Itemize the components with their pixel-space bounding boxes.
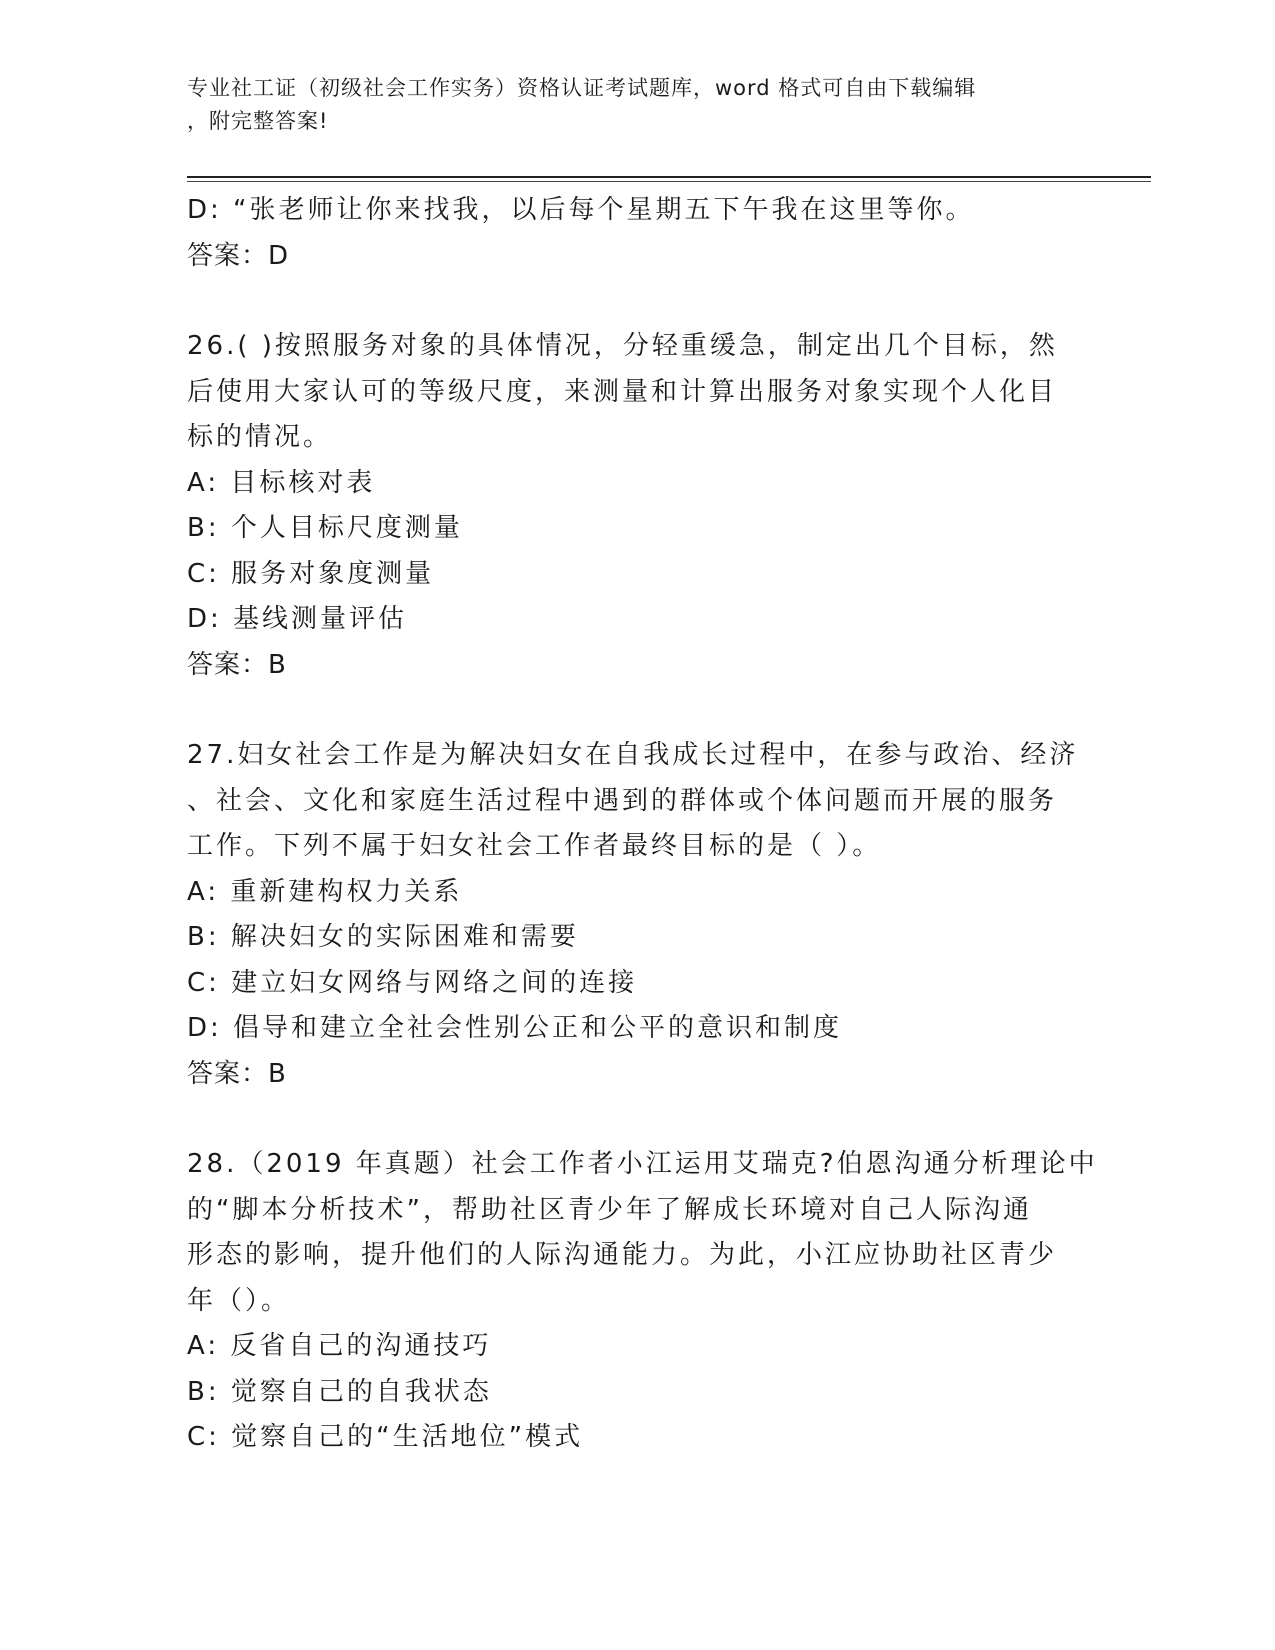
question-27 — [187, 733, 1087, 1097]
option-c: C: 服务对象度测量 — [187, 558, 435, 589]
option-c: C: 觉察自己的“生活地位”模式 — [187, 1422, 584, 1452]
option-d: D: 倡导和建立全社会性别公正和公平的意识和制度 — [187, 1013, 843, 1043]
question-28 — [187, 1142, 1098, 1461]
option-a: A: 目标核对表 — [187, 467, 376, 498]
option-d: D: 基线测量评估 — [187, 604, 408, 634]
question-stem-line: 标的情况。 — [187, 422, 333, 452]
option-c: C: 建立妇女网络与网络之间的连接 — [187, 967, 638, 998]
question-stem-line: 工作。下列不属于妇女社会工作者最终目标的是（ ）。 — [187, 831, 882, 861]
header-divider-thick — [187, 176, 1151, 178]
question-content — [187, 188, 1098, 1461]
header-line-1: 专业社工证（初级社会工作实务）资格认证考试题库，word 格式可自由下载编辑 — [187, 76, 977, 100]
header-divider-thin — [187, 181, 1151, 182]
question-stem-line: 形态的影响，提升他们的人际沟通能力。为此，小江应协助社区青少 — [187, 1240, 1058, 1270]
document-header — [187, 72, 1077, 138]
header-line-2: ，附完整答案! — [187, 109, 329, 133]
question-stem-line: 年（）。 — [187, 1285, 291, 1316]
answer: 答案：B — [187, 1058, 287, 1089]
question-stem-line: 的“脚本分析技术”，帮助社区青少年了解成长环境对自己人际沟通 — [187, 1194, 1032, 1225]
answer: 答案：B — [187, 649, 287, 680]
option-b: B: 觉察自己的自我状态 — [187, 1376, 492, 1407]
question-stem-line: 后使用大家认可的等级尺度，来测量和计算出服务对象实现个人化目 — [187, 376, 1058, 407]
question-stem-line: 28.（2019 年真题）社会工作者小江运用艾瑞克?伯恩沟通分析理论中 — [187, 1149, 1098, 1179]
option-d: D: “张老师让你来找我，以后每个星期五下午我在这里等你。 — [187, 195, 975, 225]
answer: 答案：D — [187, 240, 290, 271]
question-stem-line: 26.( )按照服务对象的具体情况，分轻重缓急，制定出几个目标，然 — [187, 331, 1058, 361]
option-a: A: 反省自己的沟通技巧 — [187, 1331, 492, 1361]
question-stem-line: 、社会、文化和家庭生活过程中遇到的群体或个体问题而开展的服务 — [187, 785, 1058, 816]
option-a: A: 重新建构权力关系 — [187, 876, 463, 907]
option-b: B: 个人目标尺度测量 — [187, 513, 463, 543]
option-b: B: 解决妇女的实际困难和需要 — [187, 922, 579, 952]
previous-question-tail — [187, 188, 1087, 279]
question-26 — [187, 324, 1087, 688]
question-stem-line: 27.妇女社会工作是为解决妇女在自我成长过程中，在参与政治、经济 — [187, 740, 1079, 770]
